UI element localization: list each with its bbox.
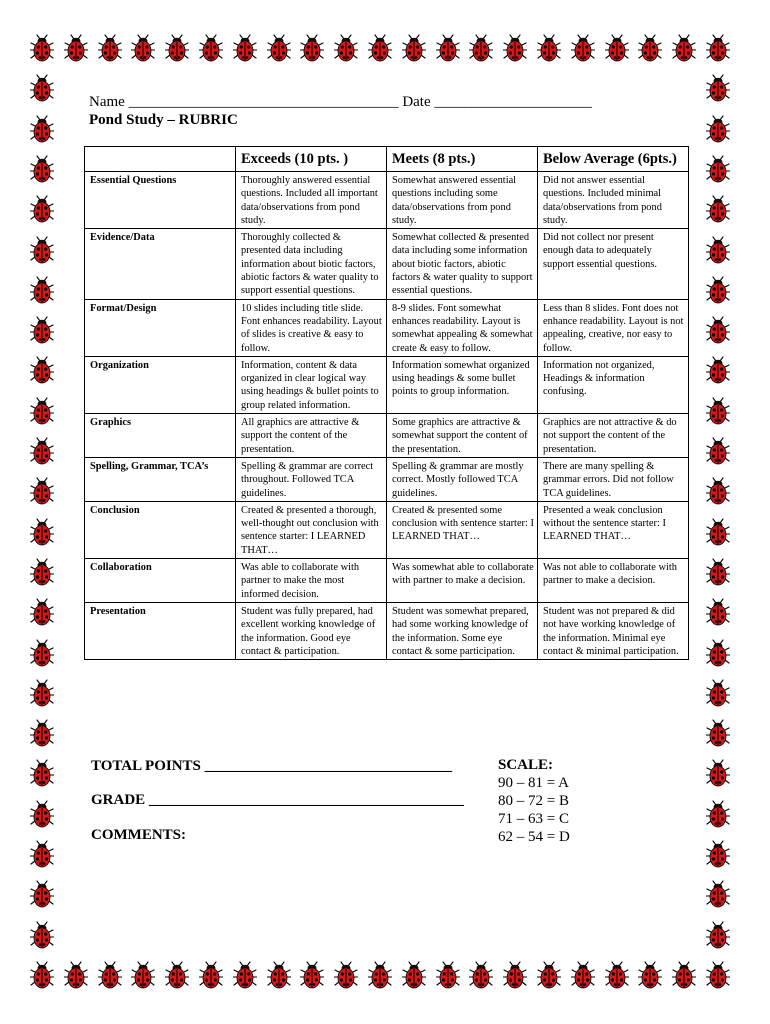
cell-below-average: Information not organized, Headings & information confusing. xyxy=(538,356,689,413)
ladybug-icon xyxy=(30,194,54,224)
ladybug-icon xyxy=(706,114,730,144)
grade-line: GRADE __________________________________________ xyxy=(91,792,464,808)
cell-below-average: Graphics are not attractive & do not support the content of the presentation. xyxy=(538,414,689,458)
ladybug-icon xyxy=(334,33,358,63)
rubric-category: Graphics xyxy=(85,414,236,458)
ladybug-icon xyxy=(706,436,730,466)
cell-exceeds: All graphics are attractive & support the content of the presentation. xyxy=(236,414,387,458)
page-title: Pond Study – RUBRIC xyxy=(89,112,238,128)
ladybug-icon xyxy=(436,33,460,63)
column-header-meets: Meets (8 pts.) xyxy=(387,147,538,172)
ladybug-icon xyxy=(334,960,358,990)
rubric-category: Format/Design xyxy=(85,299,236,356)
scale-d: 62 – 54 = D xyxy=(498,829,570,845)
cell-exceeds: Information, content & data organized in clear logical way using headings & bullet points to group related information. xyxy=(236,356,387,413)
cell-meets: Somewhat collected & presented data including some information about biotic factors, abiotic factors & water quality to support essential questions. xyxy=(387,229,538,299)
rubric-row xyxy=(85,356,689,413)
ladybug-icon xyxy=(30,758,54,788)
total-points-line: TOTAL POINTS _________________________________ xyxy=(91,758,453,774)
name-date-line: Name ____________________________________ Date _____________________ xyxy=(89,94,592,110)
ladybug-icon xyxy=(30,476,54,506)
ladybug-icon xyxy=(30,114,54,144)
ladybug-icon xyxy=(706,597,730,627)
cell-meets: Student was somewhat prepared, had some working knowledge of the information. Some eye contact & some participation. xyxy=(387,602,538,659)
cell-below-average: Student was not prepared & did not have working knowledge of the information. Minimal eye contact & minimal participation. xyxy=(538,602,689,659)
cell-meets: Created & presented some conclusion with sentence starter: I LEARNED THAT… xyxy=(387,501,538,558)
ladybug-icon xyxy=(503,33,527,63)
cell-exceeds: Thoroughly answered essential questions. Included all important data/observations from pond study. xyxy=(236,172,387,229)
ladybug-icon xyxy=(605,33,629,63)
cell-below-average: Did not collect nor present enough data to adequately support essential questions. xyxy=(538,229,689,299)
ladybug-icon xyxy=(469,960,493,990)
ladybug-icon xyxy=(30,436,54,466)
ladybug-icon xyxy=(30,73,54,103)
ladybug-icon xyxy=(638,33,662,63)
ladybug-icon xyxy=(706,315,730,345)
ladybug-icon xyxy=(64,960,88,990)
ladybug-icon xyxy=(571,33,595,63)
ladybug-icon xyxy=(30,315,54,345)
rubric-row xyxy=(85,172,689,229)
cell-exceeds: Thoroughly collected & presented data including information about biotic factors, abiotic factors & water quality to support essential questions. xyxy=(236,229,387,299)
ladybug-icon xyxy=(199,960,223,990)
rubric-row xyxy=(85,602,689,659)
ladybug-icon xyxy=(402,960,426,990)
ladybug-icon xyxy=(706,718,730,748)
scale-c: 71 – 63 = C xyxy=(498,811,569,827)
ladybug-icon xyxy=(537,33,561,63)
ladybug-icon xyxy=(98,960,122,990)
ladybug-icon xyxy=(706,920,730,950)
ladybug-icon xyxy=(706,839,730,869)
rubric-row xyxy=(85,501,689,558)
ladybug-icon xyxy=(30,557,54,587)
cell-below-average: Was not able to collaborate with partner to make a decision. xyxy=(538,559,689,603)
rubric-category: Conclusion xyxy=(85,501,236,558)
cell-below-average: There are many spelling & grammar errors. Did not follow TCA guidelines. xyxy=(538,457,689,501)
rubric-row xyxy=(85,414,689,458)
ladybug-icon xyxy=(402,33,426,63)
ladybug-icon xyxy=(503,960,527,990)
ladybug-icon xyxy=(30,517,54,547)
ladybug-icon xyxy=(30,960,54,990)
ladybug-icon xyxy=(706,194,730,224)
grading-scale xyxy=(498,756,570,846)
ladybug-icon xyxy=(706,638,730,668)
ladybug-icon xyxy=(30,235,54,265)
rubric-category: Organization xyxy=(85,356,236,413)
ladybug-icon xyxy=(706,396,730,426)
ladybug-icon xyxy=(98,33,122,63)
ladybug-icon xyxy=(300,960,324,990)
ladybug-icon xyxy=(199,33,223,63)
ladybug-icon xyxy=(638,960,662,990)
ladybug-icon xyxy=(706,73,730,103)
ladybug-icon xyxy=(30,154,54,184)
cell-exceeds: Was able to collaborate with partner to make the most informed decision. xyxy=(236,559,387,603)
cell-meets: Spelling & grammar are mostly correct. Mostly followed TCA guidelines. xyxy=(387,457,538,501)
ladybug-icon xyxy=(30,355,54,385)
ladybug-icon xyxy=(706,476,730,506)
ladybug-icon xyxy=(571,960,595,990)
ladybug-icon xyxy=(706,33,730,63)
ladybug-icon xyxy=(706,879,730,909)
ladybug-icon xyxy=(64,33,88,63)
ladybug-icon xyxy=(267,960,291,990)
ladybug-icon xyxy=(30,920,54,950)
ladybug-icon xyxy=(30,638,54,668)
ladybug-icon xyxy=(165,960,189,990)
cell-exceeds: Student was fully prepared, had excellent working knowledge of the information. Good eye contact & participation. xyxy=(236,602,387,659)
column-header-below-average: Below Average (6pts.) xyxy=(538,147,689,172)
ladybug-icon xyxy=(368,33,392,63)
ladybug-icon xyxy=(300,33,324,63)
rubric-category: Essential Questions xyxy=(85,172,236,229)
ladybug-icon xyxy=(469,33,493,63)
ladybug-icon xyxy=(267,33,291,63)
ladybug-icon xyxy=(368,960,392,990)
ladybug-icon xyxy=(706,355,730,385)
ladybug-icon xyxy=(30,799,54,829)
comments-label: COMMENTS: xyxy=(91,827,186,843)
rubric-header-row xyxy=(85,147,689,172)
scale-b: 80 – 72 = B xyxy=(498,793,569,809)
cell-exceeds: 10 slides including title slide. Font enhances readability. Layout of slides is creative & easy to follow. xyxy=(236,299,387,356)
ladybug-icon xyxy=(30,33,54,63)
ladybug-icon xyxy=(672,33,696,63)
ladybug-icon xyxy=(30,396,54,426)
rubric-category: Spelling, Grammar, TCA’s xyxy=(85,457,236,501)
cell-meets: Was somewhat able to collaborate with partner to make a decision. xyxy=(387,559,538,603)
ladybug-icon xyxy=(30,678,54,708)
column-header-exceeds: Exceeds (10 pts. ) xyxy=(236,147,387,172)
ladybug-icon xyxy=(672,960,696,990)
ladybug-icon xyxy=(30,597,54,627)
ladybug-icon xyxy=(436,960,460,990)
ladybug-icon xyxy=(706,235,730,265)
ladybug-icon xyxy=(233,960,257,990)
rubric-category: Evidence/Data xyxy=(85,229,236,299)
ladybug-icon xyxy=(30,839,54,869)
rubric-row xyxy=(85,457,689,501)
column-header-blank xyxy=(85,147,236,172)
ladybug-icon xyxy=(30,275,54,305)
ladybug-icon xyxy=(706,517,730,547)
rubric-category: Presentation xyxy=(85,602,236,659)
cell-below-average: Did not answer essential questions. Included minimal data/observations from pond study. xyxy=(538,172,689,229)
ladybug-icon xyxy=(706,960,730,990)
cell-below-average: Less than 8 slides. Font does not enhance readability. Layout is not appealing, creative, nor easy to follow. xyxy=(538,299,689,356)
scale-a: 90 – 81 = A xyxy=(498,775,569,791)
ladybug-icon xyxy=(131,960,155,990)
cell-meets: Somewhat answered essential questions including some data/observations from pond study. xyxy=(387,172,538,229)
cell-exceeds: Created & presented a thorough, well-thought out conclusion with sentence starter: I LEARNED THAT… xyxy=(236,501,387,558)
ladybug-icon xyxy=(706,758,730,788)
cell-meets: 8-9 slides. Font somewhat enhances readability. Layout is somewhat appealing & somewhat create & easy to follow. xyxy=(387,299,538,356)
cell-meets: Some graphics are attractive & somewhat support the content of the presentation. xyxy=(387,414,538,458)
rubric-row xyxy=(85,229,689,299)
ladybug-icon xyxy=(706,557,730,587)
ladybug-icon xyxy=(233,33,257,63)
ladybug-icon xyxy=(165,33,189,63)
ladybug-icon xyxy=(706,678,730,708)
ladybug-icon xyxy=(706,275,730,305)
ladybug-icon xyxy=(706,799,730,829)
cell-exceeds: Spelling & grammar are correct throughout. Followed TCA guidelines. xyxy=(236,457,387,501)
rubric-row xyxy=(85,559,689,603)
ladybug-icon xyxy=(30,879,54,909)
rubric-category: Collaboration xyxy=(85,559,236,603)
rubric-table xyxy=(84,146,689,660)
ladybug-icon xyxy=(706,154,730,184)
ladybug-icon xyxy=(131,33,155,63)
cell-meets: Information somewhat organized using headings & some bullet points to group information. xyxy=(387,356,538,413)
ladybug-icon xyxy=(537,960,561,990)
cell-below-average: Presented a weak conclusion without the sentence starter: I LEARNED THAT… xyxy=(538,501,689,558)
rubric-row xyxy=(85,299,689,356)
scale-title: SCALE: xyxy=(498,757,554,773)
ladybug-icon xyxy=(30,718,54,748)
ladybug-icon xyxy=(605,960,629,990)
